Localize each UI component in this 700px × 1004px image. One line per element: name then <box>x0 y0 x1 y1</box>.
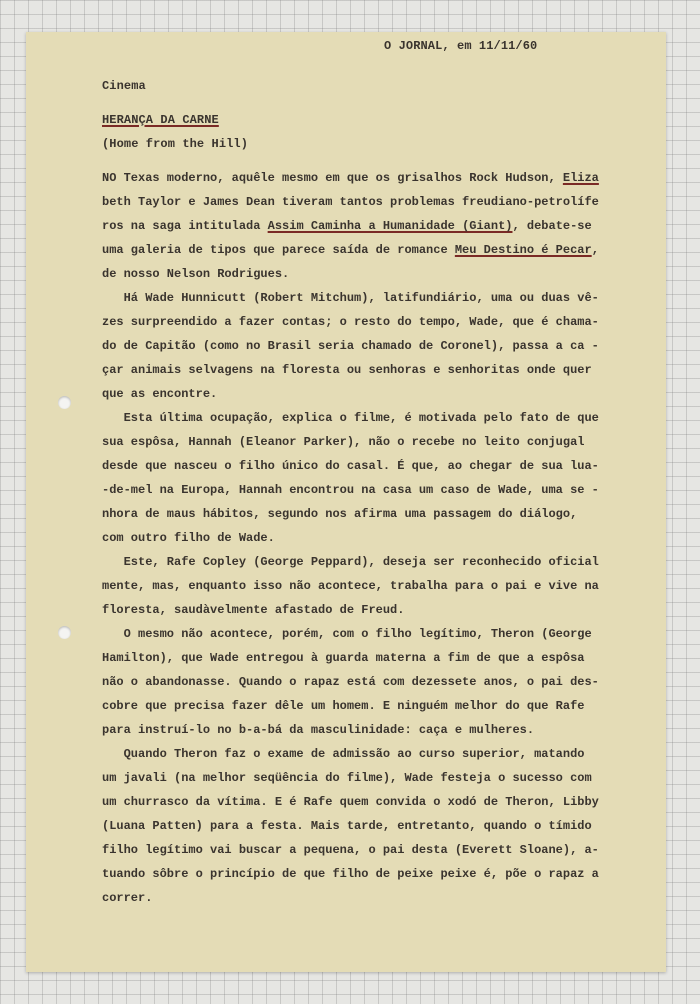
text-line <box>102 502 642 526</box>
text-run: zes surpreendido a fazer contas; o resto do tempo, Wade, que é chama- <box>102 315 599 329</box>
punch-hole <box>58 626 71 639</box>
text-line <box>102 262 642 286</box>
text-line <box>102 214 642 238</box>
text-run: -de-mel na Europa, Hannah encontrou na casa um caso de Wade, uma se - <box>102 483 599 497</box>
text-line <box>102 382 642 406</box>
text-line <box>102 694 642 718</box>
typewritten-page <box>26 32 666 972</box>
text-run: não o abandonasse. Quando o rapaz está com dezessete anos, o pai des- <box>102 675 599 689</box>
text-run: Este, Rafe Copley (George Peppard), deseja ser reconhecido oficial <box>102 555 599 569</box>
text-line <box>102 814 642 838</box>
text-run: filho legítimo vai buscar a pequena, o pai desta (Everett Sloane), a- <box>102 843 599 857</box>
text-run: cobre que precisa fazer dêle um homem. E ninguém melhor do que Rafe <box>102 699 585 713</box>
text-run: beth Taylor e James Dean tiveram tantos problemas freudiano-petrolífe <box>102 195 599 209</box>
text-run: , <box>591 243 599 257</box>
text-run: tuando sôbre o princípio de que filho de peixe peixe é, põe o rapaz a <box>102 867 599 881</box>
text-run: (Luana Patten) para a festa. Mais tarde, entretanto, quando o tímido <box>102 819 592 833</box>
text-line <box>102 646 642 670</box>
text-line <box>102 886 642 910</box>
text-line <box>102 790 642 814</box>
text-line <box>102 238 642 262</box>
text-line <box>102 310 642 334</box>
text-run: de nosso Nelson Rodrigues. <box>102 267 290 281</box>
text-line <box>102 454 642 478</box>
text-line <box>102 766 642 790</box>
text-run: Quando Theron faz o exame de admissão ao curso superior, matando <box>102 747 585 761</box>
underlined-title: Meu Destino é Pecar <box>454 243 592 257</box>
text-run: floresta, saudàvelmente afastado de Freud. <box>102 603 405 617</box>
text-line <box>102 166 642 190</box>
text-line <box>102 430 642 454</box>
text-run: , debate-se <box>512 219 592 233</box>
text-line <box>102 862 642 886</box>
text-run: correr. <box>102 891 153 905</box>
text-run: O mesmo não acontece, porém, com o filho legítimo, Theron (George <box>102 627 592 641</box>
text-line <box>102 358 642 382</box>
underlined-title: Eliza <box>562 171 599 185</box>
text-line <box>102 526 642 550</box>
text-run: que as encontre. <box>102 387 218 401</box>
text-run: NO Texas moderno, aquêle mesmo em que os grisalhos Rock Hudson, <box>102 171 563 185</box>
text-run: Esta última ocupação, explica o filme, é motivada pelo fato de que <box>102 411 599 425</box>
text-run: Há Wade Hunnicutt (Robert Mitchum), latifundiário, uma ou duas vê- <box>102 291 599 305</box>
text-line <box>102 742 642 766</box>
text-line <box>102 550 642 574</box>
text-run: desde que nasceu o filho único do casal. É que, ao chegar de sua lua- <box>102 459 599 473</box>
text-line <box>102 478 642 502</box>
underlined-title: Assim Caminha a Humanidade (Giant) <box>267 219 513 233</box>
text-line <box>102 718 642 742</box>
text-line <box>102 838 642 862</box>
original-film-title: (Home from the Hill) <box>102 137 249 151</box>
punch-hole <box>58 396 71 409</box>
text-line <box>102 334 642 358</box>
review-title: HERANÇA DA CARNE <box>102 113 219 127</box>
text-run: ros na saga intitulada <box>102 219 268 233</box>
text-run: do de Capitão (como no Brasil seria chamado de Coronel), passa a ca - <box>102 339 599 353</box>
text-run: sua espôsa, Hannah (Eleanor Parker), não o recebe no leito conjugal <box>102 435 585 449</box>
text-run: Hamilton), que Wade entregou à guarda materna a fim de que a espôsa <box>102 651 585 665</box>
text-run: para instruí-lo no b-a-bá da masculinidade: caça e mulheres. <box>102 723 535 737</box>
text-run: com outro filho de Wade. <box>102 531 275 545</box>
text-run: um churrasco da vítima. E é Rafe quem convida o xodó de Theron, Libby <box>102 795 599 809</box>
text-run: um javali (na melhor seqüência do filme), Wade festeja o sucesso com <box>102 771 592 785</box>
review-body <box>102 166 642 910</box>
text-line <box>102 670 642 694</box>
newspaper-dateline: O JORNAL, em 11/11/60 <box>384 39 538 53</box>
text-run: mente, mas, enquanto isso não acontece, trabalha para o pai e vive na <box>102 579 599 593</box>
text-line <box>102 598 642 622</box>
text-line <box>102 622 642 646</box>
text-run: uma galeria de tipos que parece saída de romance <box>102 243 455 257</box>
text-run: çar animais selvagens na floresta ou senhoras e senhoritas onde quer <box>102 363 592 377</box>
text-line <box>102 286 642 310</box>
text-line <box>102 190 642 214</box>
section-label: Cinema <box>102 79 146 93</box>
text-line <box>102 574 642 598</box>
text-run: nhora de maus hábitos, segundo nos afirma uma passagem do diálogo, <box>102 507 578 521</box>
text-line <box>102 406 642 430</box>
